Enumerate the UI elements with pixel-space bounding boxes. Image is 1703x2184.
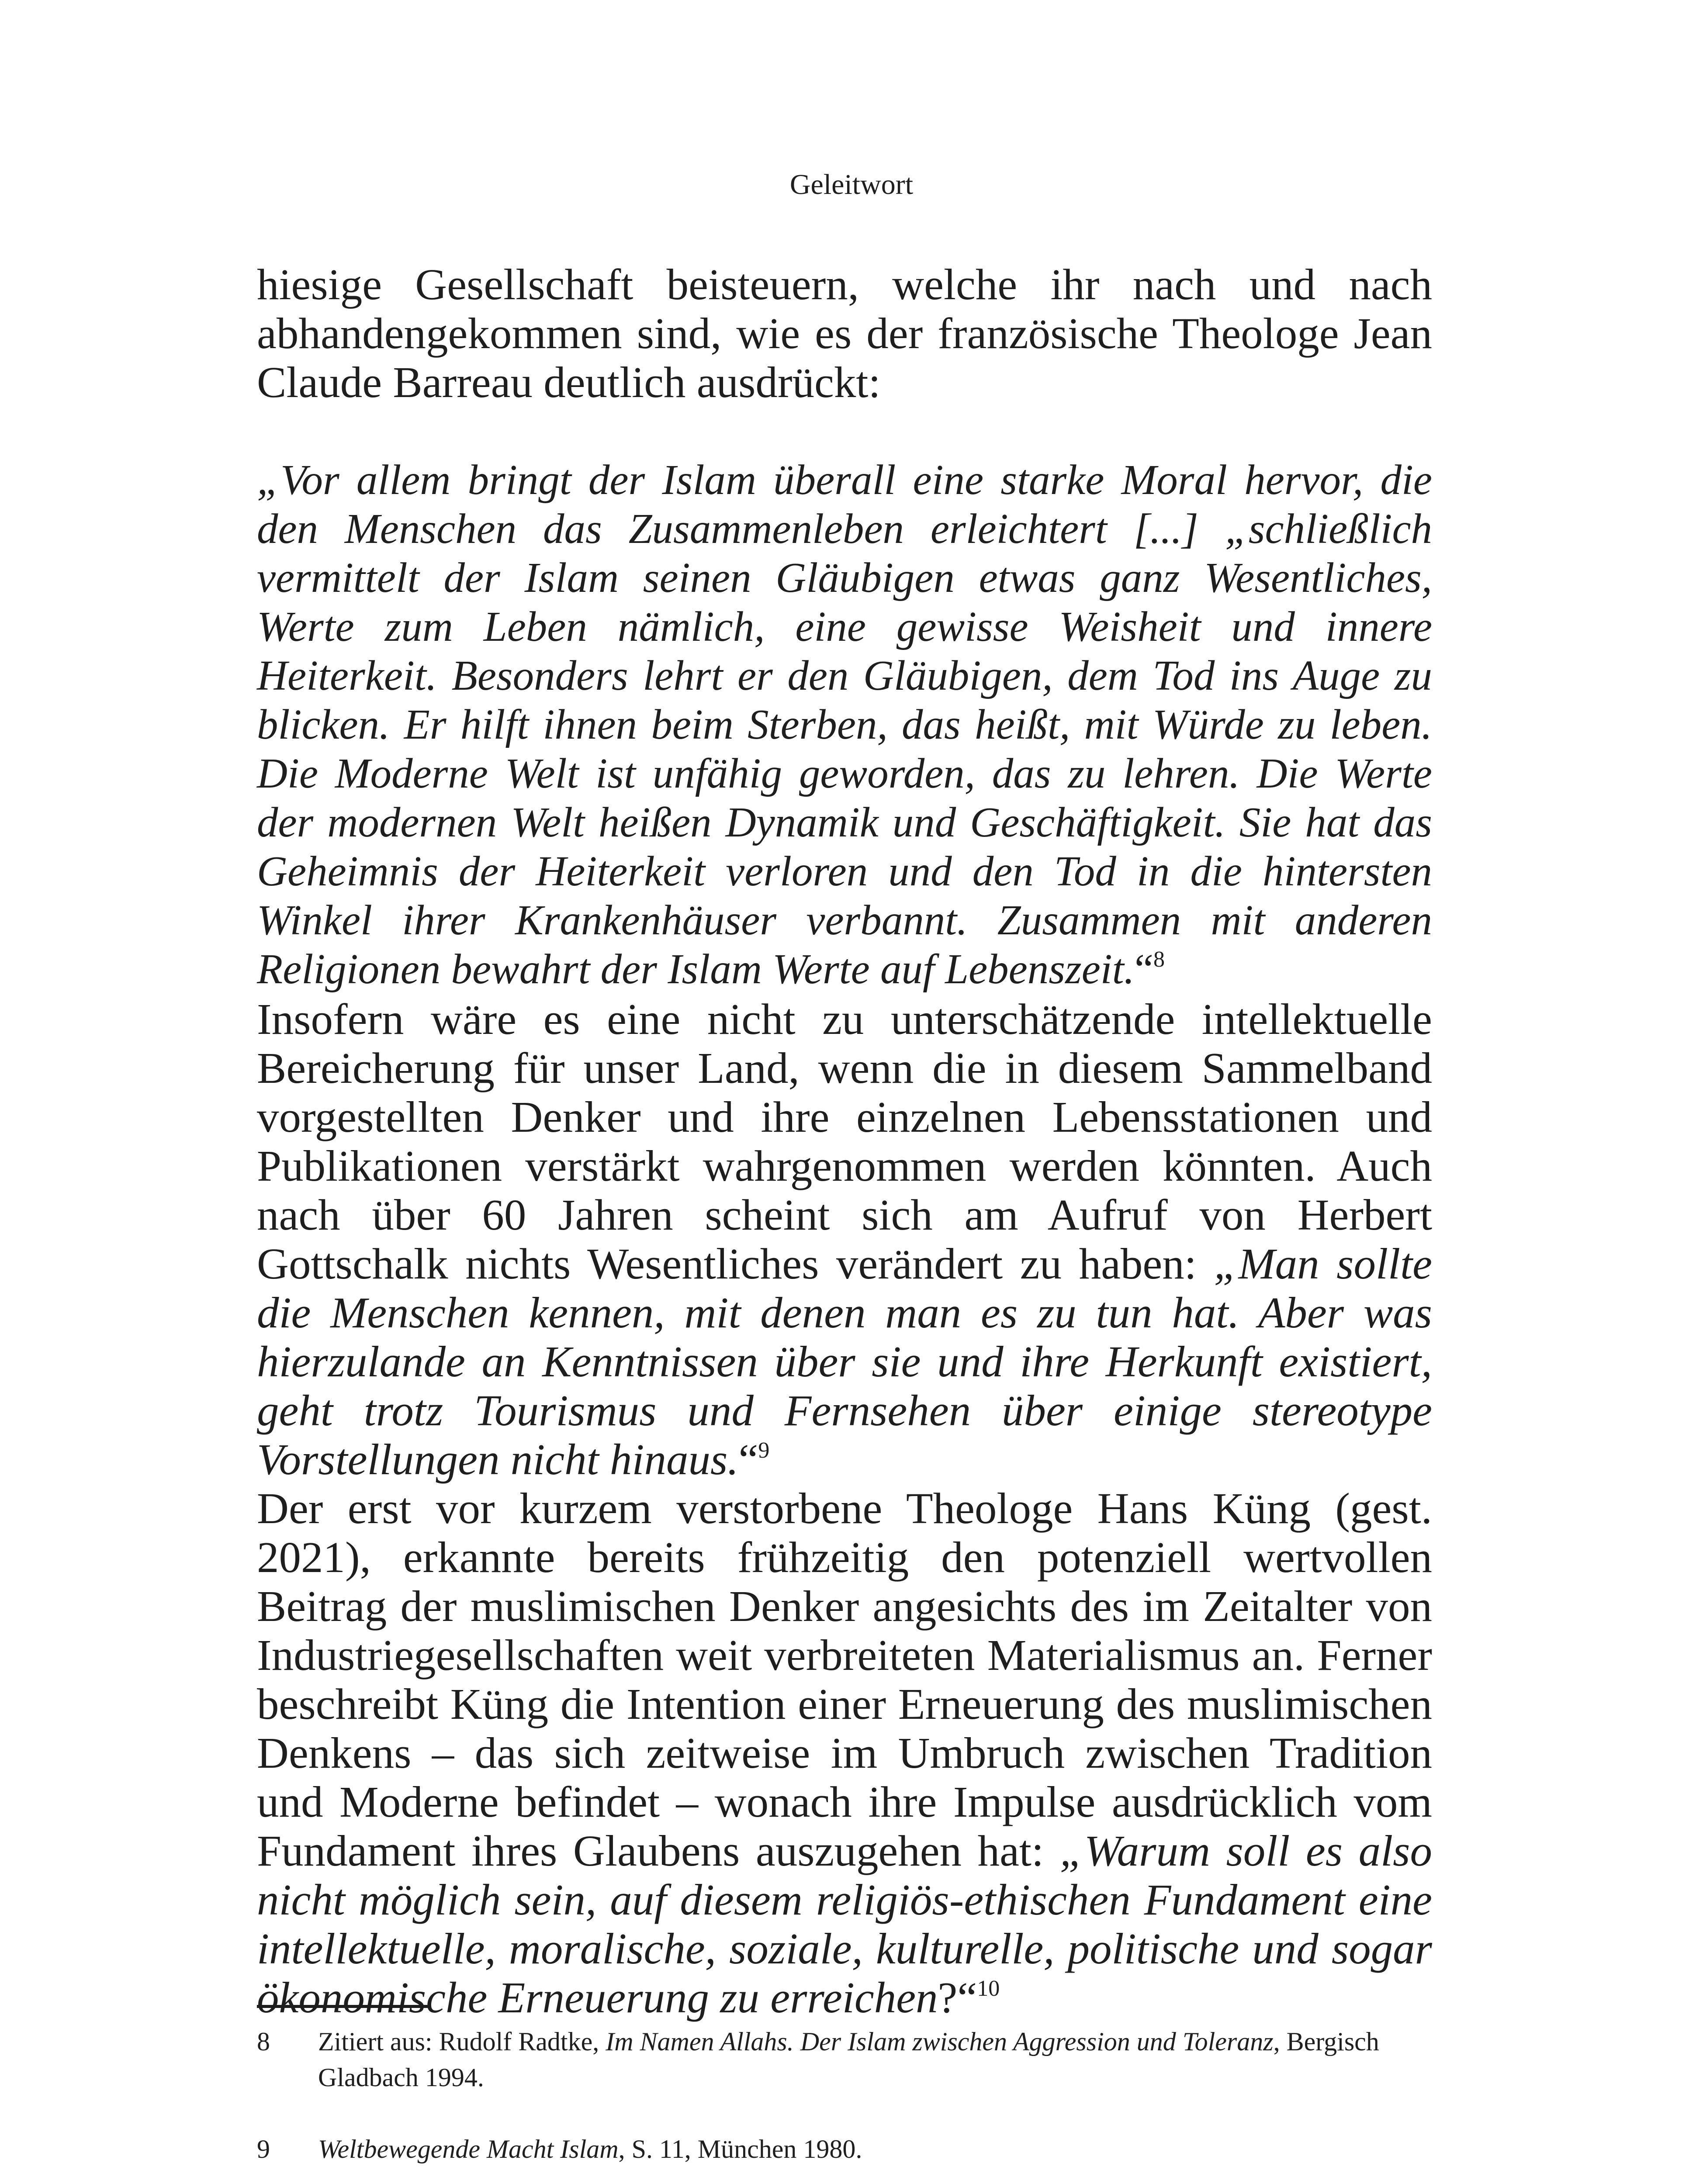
footnote-text bbox=[318, 2131, 1432, 2167]
closing-quote-mark: ?“ bbox=[938, 1973, 977, 2022]
paragraph-1: hiesige Gesellschaft beisteuern, welche ihr nach und nach abhandengekommen sind, wie es der französische Theologe Jean Claude Barreau deutlich ausdrückt: bbox=[257, 260, 1432, 407]
block-quote-text: „Vor allem bringt der Islam überall eine starke Moral hervor, die den Menschen das Zusammenleben erleichtert [...] „schließlich vermittelt der Islam seinen Gläubigen etwas ganz Wesentliches, Werte zum Leben nämlich, eine gewisse Weisheit und innere Heiterkeit. Besonders lehrt er den Gläubigen, dem Tod ins Auge zu blicken. Er hilft ihnen beim Sterben, das heißt, mit Würde zu leben. Die Moderne Welt ist unfähig geworden, das zu lehren. Die Werte der modernen Welt heißen Dynamik und Geschäftigkeit. Sie hat das Geheimnis der Heiterkeit verloren und den Tod in die hintersten Winkel ihrer Krankenhäuser verbannt. Zusammen mit anderen Religionen bewahrt der Islam Werte auf Lebenszeit. bbox=[257, 456, 1432, 992]
paragraph-2-text: Insofern wäre es eine nicht zu unterschätzende intellektuelle Bereicherung für unser Land, wenn die in diesem Sammelband vorgestellten Denker und ihre einzelnen Lebensstationen und Publikationen verstärkt wahrgenommen werden könnten. Auch nach über 60 Jahren scheint sich am Aufruf von Herbert Gottschalk nichts Wesentliches verändert zu haben: bbox=[257, 995, 1432, 1288]
closing-quote-mark: “ bbox=[738, 1435, 758, 1484]
footnote-ref-10: 10 bbox=[977, 1976, 1000, 2001]
paragraph-3 bbox=[257, 1484, 1432, 2022]
footnote-number: 8 bbox=[257, 2027, 270, 2056]
footnote-9 bbox=[257, 2131, 1432, 2167]
block-quote bbox=[257, 456, 1432, 994]
footnote-number: 9 bbox=[257, 2135, 270, 2163]
footnote-separator bbox=[257, 2005, 430, 2008]
footnote-prefix: Zitiert aus: Rudolf Radtke, bbox=[318, 2027, 606, 2056]
paragraph-2 bbox=[257, 995, 1432, 1484]
footnote-title: Weltbewegende Macht Islam bbox=[318, 2135, 619, 2163]
footnote-suffix: , S. 11, München 1980. bbox=[618, 2135, 862, 2163]
footnote-title: Im Namen Allahs. Der Islam zwischen Aggression und Toleranz bbox=[606, 2027, 1274, 2056]
paragraph-3-text: Der erst vor kurzem verstorbene Theologe Hans Küng (gest. 2021), erkannte bereits frühzeitig den potenziell wertvollen Beitrag der muslimischen Denker angesichts des im Zeitalter von Industriegesellschaften weit verbreiteten Materialismus an. Ferner beschreibt Küng die Intention einer Erneuerung des muslimischen Denkens – das sich zeitweise im Umbruch zwischen Tradition und Moderne befindet – wonach ihre Impulse ausdrücklich vom Fundament ihres Glaubens auszugehen hat: bbox=[257, 1484, 1432, 1875]
footnote-8 bbox=[257, 2024, 1432, 2095]
closing-quote-mark: “ bbox=[1134, 946, 1153, 992]
footnote-text bbox=[318, 2024, 1432, 2095]
footnote-suffix: , Bergisch Gladbach 1994. bbox=[318, 2027, 1379, 2092]
footnote-ref-8: 8 bbox=[1153, 947, 1165, 972]
footnote-ref-9: 9 bbox=[758, 1438, 770, 1463]
paragraph-3-quote: „Warum soll es also nicht möglich sein, auf diesem religiös-ethischen Fundament eine intellektuelle, moralische, soziale, kulturelle, politische und sogar ökonomische Erneuerung zu erreichen bbox=[257, 1826, 1432, 2022]
running-head: Geleitwort bbox=[789, 169, 914, 200]
paragraph-2-quote: „Man sollte die Menschen kennen, mit denen man es zu tun hat. Aber was hierzulande an Kenntnissen über sie und ihre Herkunft existiert, geht trotz Tourismus und Fernsehen über einige stereotype Vorstellungen nicht hinaus. bbox=[257, 1239, 1433, 1484]
